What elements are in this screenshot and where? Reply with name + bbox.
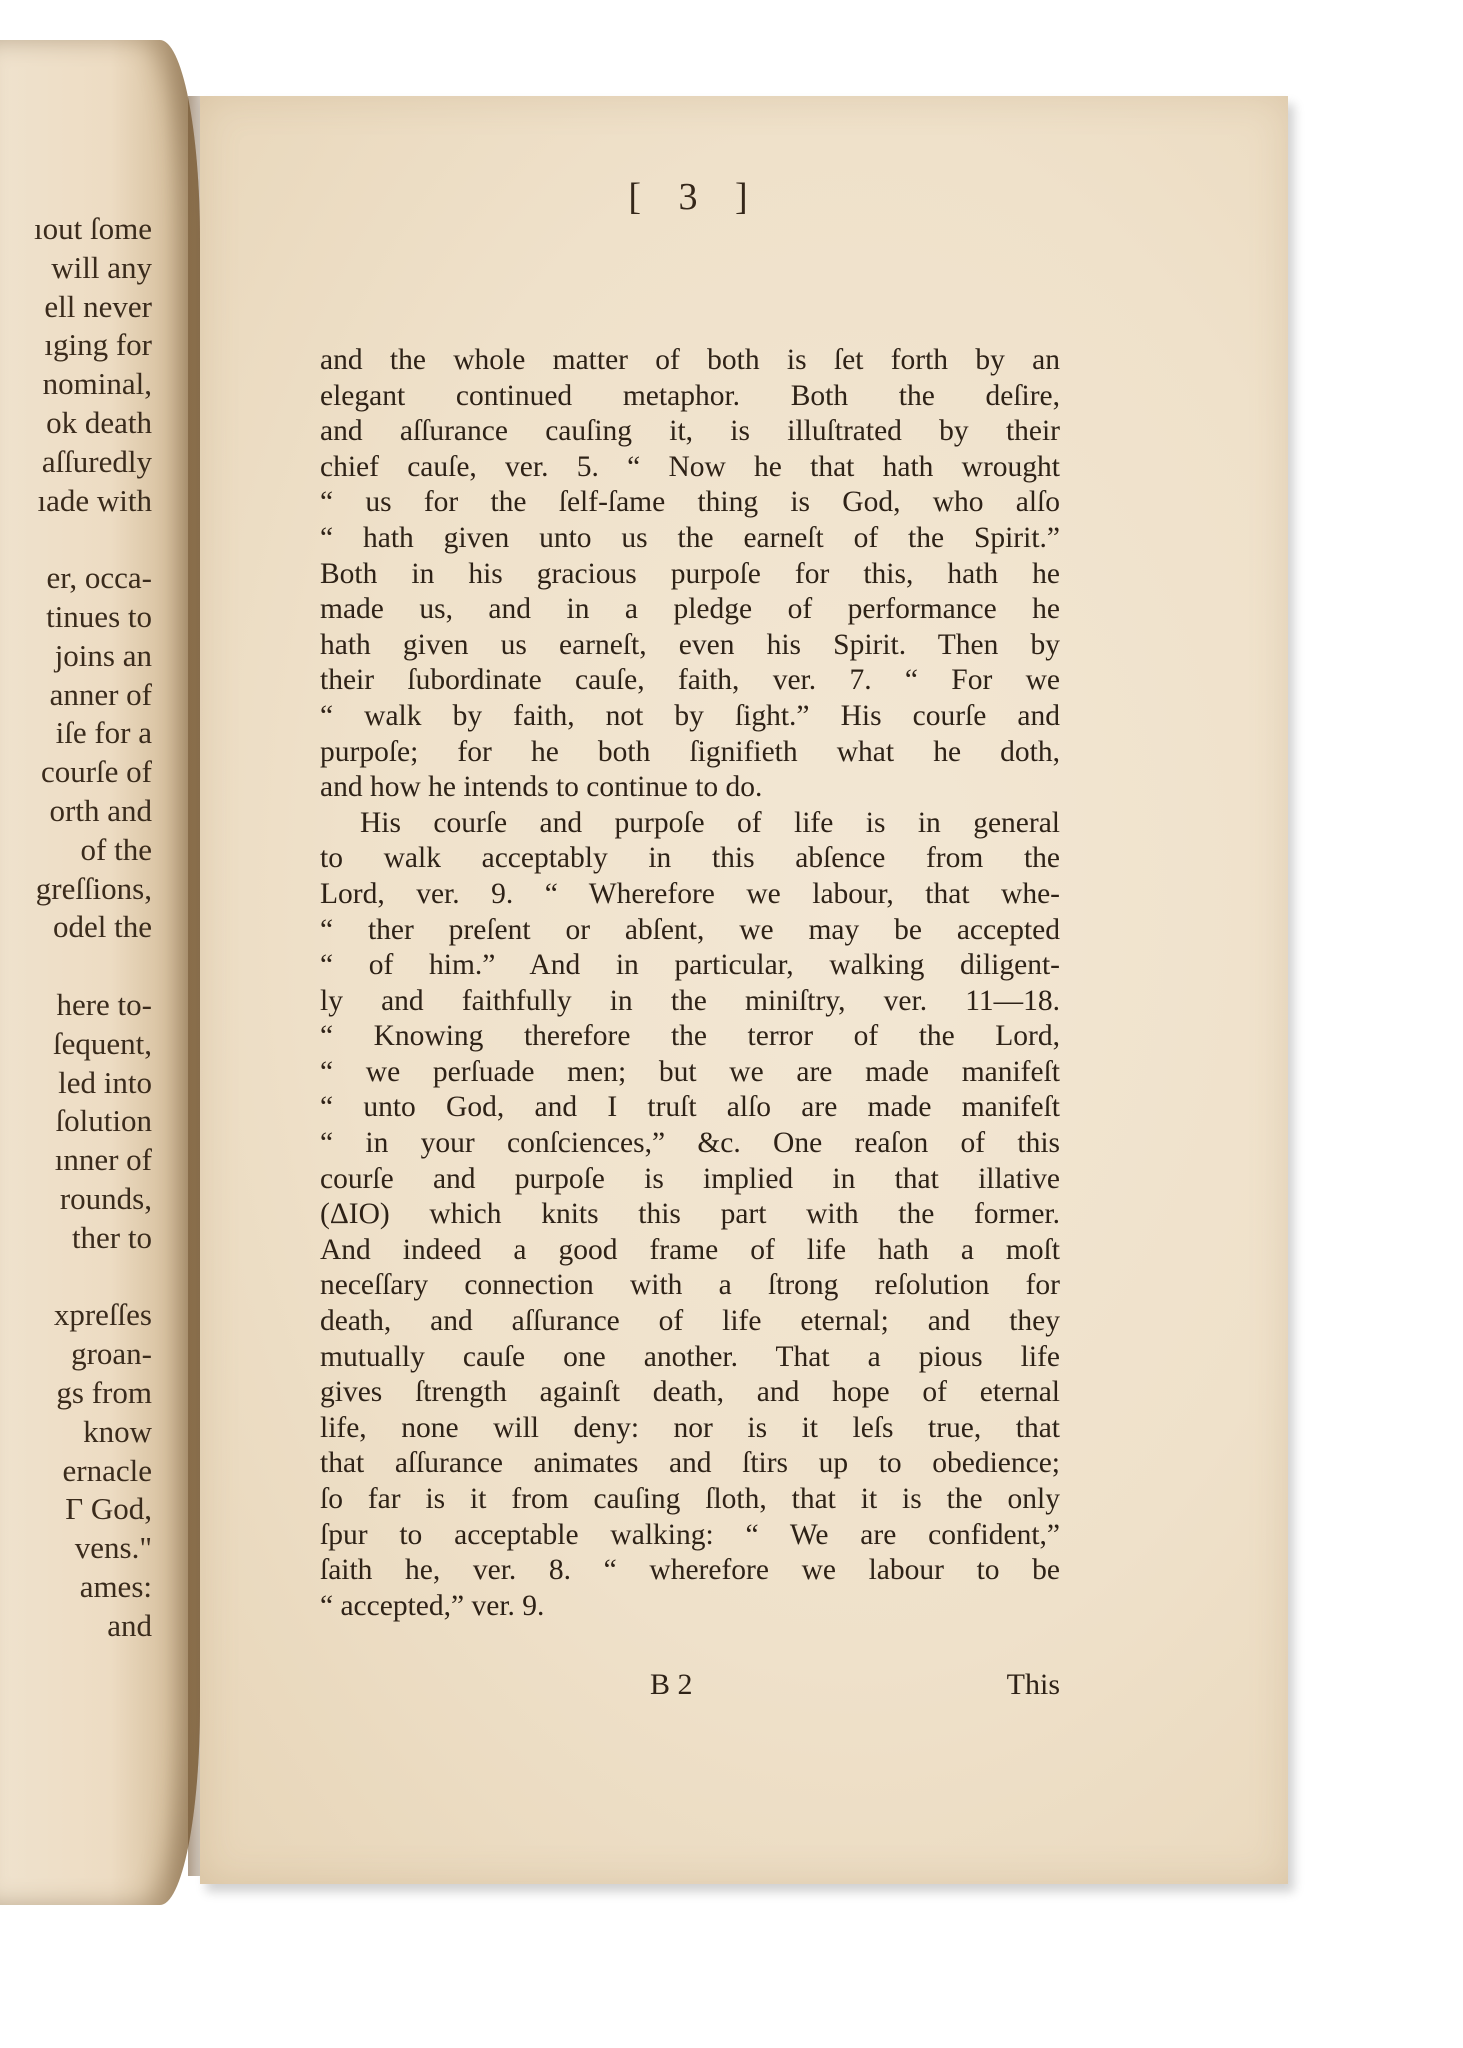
text-line: Lord, ver. 9. “ Wherefore we labour, that whe- (320, 877, 1060, 910)
page-number: [ 3 ] (628, 176, 762, 218)
left-line (0, 947, 200, 986)
text-line: “ Knowing therefore the terror of the Lord, (320, 1020, 1060, 1053)
text-line: that aſſurance animates and ſtirs up to obedience; (320, 1447, 1060, 1480)
left-line: ſequent, (53, 1025, 152, 1061)
text-line: “ us for the ſelf-ſame thing is God, who alſo (320, 486, 1060, 519)
text-line: and the whole matter of both is ſet forth by an (320, 344, 1060, 376)
text-line: chief cauſe, ver. 5. “ Now he that hath wrought (320, 450, 1060, 483)
left-line: know (83, 1413, 152, 1449)
text-line: death, and aſſurance of life eternal; and they (320, 1305, 1060, 1338)
text-line: to walk acceptably in this abſence from the (320, 842, 1060, 875)
text-line: “ in your conſciences,” &c. One reaſon of this (320, 1127, 1060, 1160)
left-line: and (107, 1607, 152, 1643)
left-line: ther to (71, 1219, 152, 1255)
text-line: “ accepted,” ver. 9. (320, 1589, 545, 1622)
signature-mark: B 2 (650, 1668, 693, 1701)
left-line: anner of (49, 676, 152, 712)
left-line: orth and (49, 792, 152, 828)
left-page-text (0, 210, 200, 1645)
body-text (320, 343, 1060, 1624)
text-line: His courſe and purpoſe of life is in general (360, 806, 1060, 839)
left-line: odel the (53, 909, 152, 945)
left-line: ell never (44, 288, 152, 324)
text-line: life, none will deny: nor is it leſs true, that (320, 1411, 1060, 1444)
left-line (0, 1258, 200, 1297)
text-line: “ unto God, and I truſt alſo are made manifeſt (320, 1091, 1060, 1124)
left-line: iſe for a (55, 715, 152, 751)
left-line: here to- (56, 986, 152, 1022)
left-line: xpreſſes (53, 1297, 152, 1333)
left-line: ıout ſome (34, 211, 152, 246)
text-line: elegant continued metaphor. Both the deſire, (320, 379, 1060, 412)
left-line: ſolution (55, 1103, 152, 1139)
text-line: ly and faithfully in the miniſtry, ver. 11—18. (320, 984, 1060, 1017)
left-line: ok death (46, 404, 152, 440)
text-line: and how he intends to continue to do. (320, 771, 763, 804)
text-line: Both in his gracious purpoſe for this, hath he (320, 557, 1060, 590)
left-line: greſſions, (35, 870, 152, 906)
text-line: And indeed a good frame of life hath a moſt (320, 1233, 1060, 1266)
text-line: gives ſtrength againſt death, and hope of eternal (320, 1376, 1060, 1409)
text-line: ſaith he, ver. 8. “ wherefore we labour to be (320, 1554, 1060, 1587)
text-line: ſpur to acceptable walking: “ We are confident,” (320, 1518, 1060, 1551)
text-line: and aſſurance cauſing it, is illuſtrated by their (320, 415, 1060, 448)
text-line: courſe and purpoſe is implied in that illative (320, 1162, 1060, 1195)
page-footer (320, 1668, 1060, 1706)
left-line: joins an (54, 637, 152, 673)
text-line: purpoſe; for he both ſignifieth what he doth, (320, 735, 1060, 768)
left-line: Γ God, (65, 1491, 152, 1527)
text-line: “ hath given unto us the earneſt of the Spirit.” (320, 521, 1060, 554)
text-line: their ſubordinate cauſe, faith, ver. 7. “ For we (320, 664, 1060, 697)
text-line: neceſſary connection with a ſtrong reſolution for (320, 1269, 1060, 1302)
text-line: (ΔΙΟ) which knits this part with the former. (320, 1198, 1060, 1231)
left-line: ames: (79, 1568, 152, 1604)
text-line: made us, and in a pledge of performance he (320, 593, 1060, 626)
left-page (0, 40, 200, 1905)
left-line: groan- (71, 1336, 152, 1372)
left-line: er, occa- (46, 560, 152, 596)
left-line: of the (80, 831, 152, 867)
left-line: ıging for (44, 327, 152, 363)
catchword: This (1006, 1668, 1060, 1701)
text-line: “ ther preſent or abſent, we may be accepted (320, 913, 1060, 946)
left-line: led into (58, 1064, 152, 1100)
left-line: rounds, (59, 1180, 152, 1216)
text-line: ſo far is it from cauſing ſloth, that it is the only (320, 1483, 1060, 1515)
text-line: “ of him.” And in particular, walking diligent- (320, 949, 1060, 982)
text-line: hath given us earneſt, even his Spirit. Then by (320, 628, 1060, 661)
left-line: vens." (74, 1530, 152, 1566)
left-line: gs from (56, 1374, 152, 1410)
left-line: tinues to (46, 598, 152, 634)
left-line: nominal, (42, 366, 152, 402)
left-line: ıade with (37, 482, 152, 518)
left-line: ernacle (62, 1452, 152, 1488)
text-line: “ we perſuade men; but we are made manifeſt (320, 1055, 1060, 1088)
left-line: ınner of (54, 1142, 152, 1178)
left-line: aſſuredly (41, 443, 152, 479)
left-line: will any (51, 249, 152, 285)
left-line: courſe of (40, 754, 152, 790)
text-line: mutually cauſe one another. That a pious life (320, 1340, 1060, 1373)
left-line (0, 520, 200, 559)
text-line: “ walk by faith, not by ſight.” His courſe and (320, 699, 1060, 732)
